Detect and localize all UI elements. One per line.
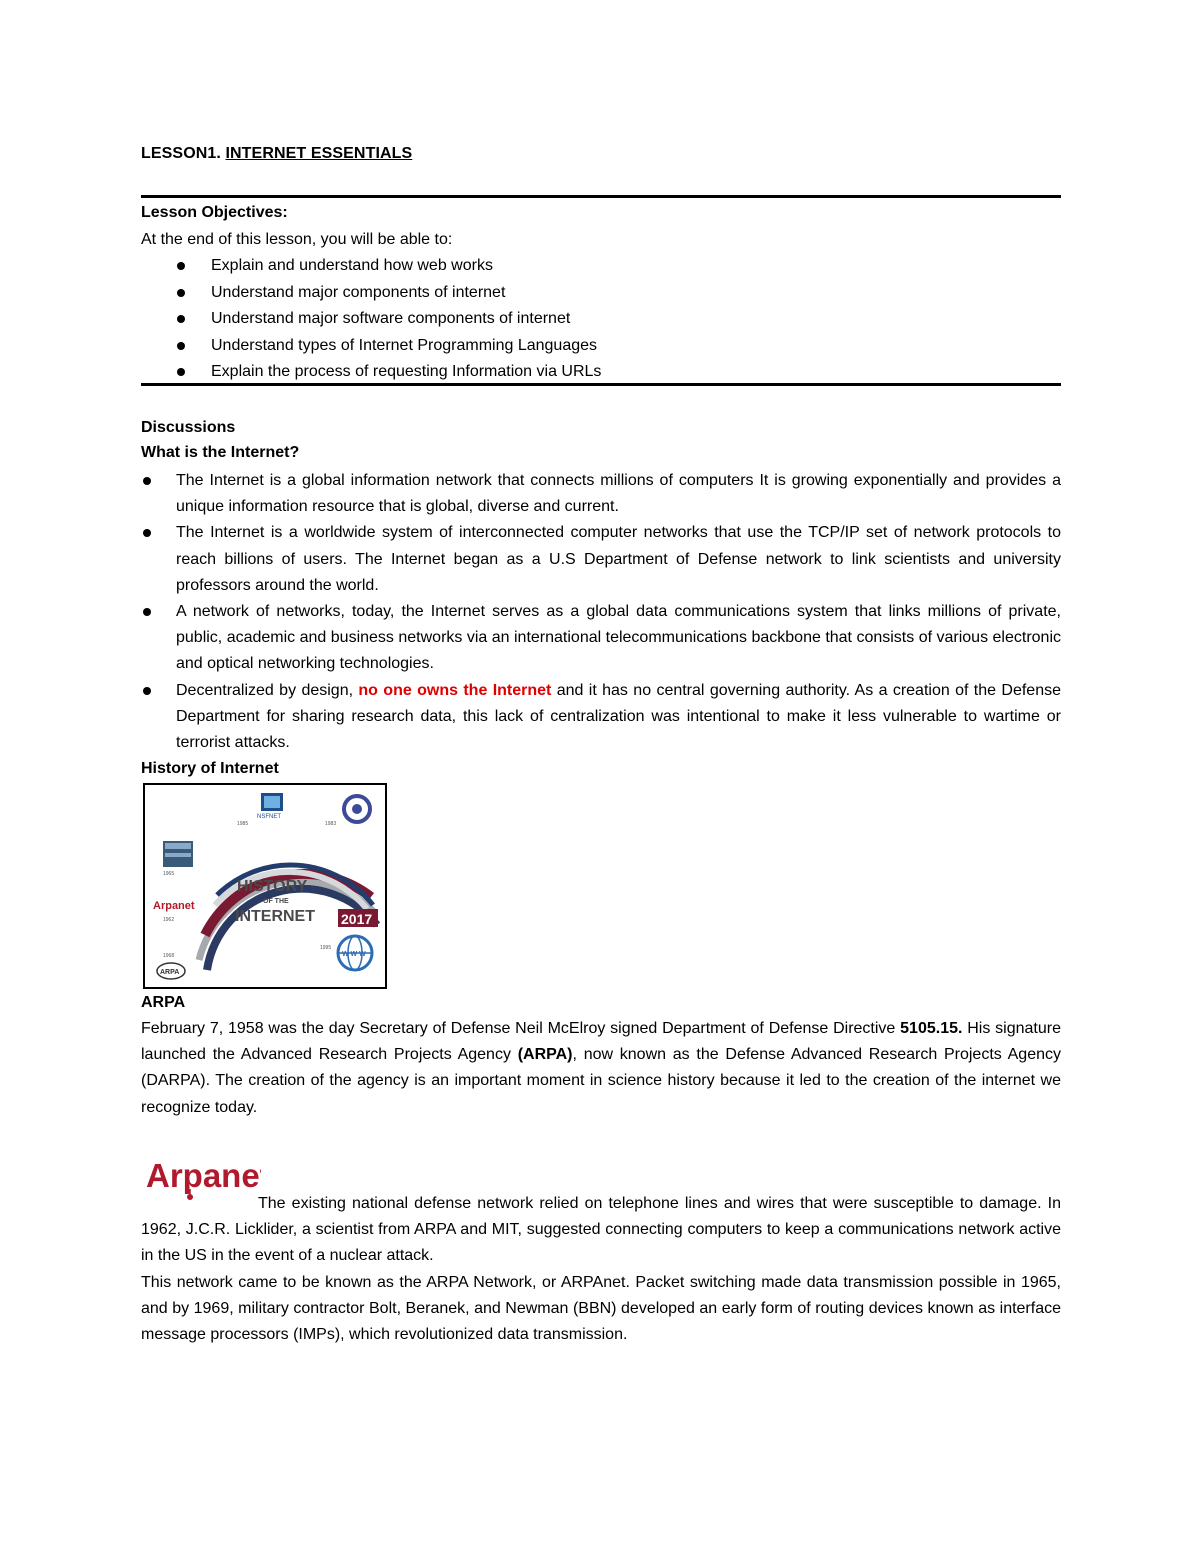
history-heading: History of Internet <box>141 760 279 777</box>
bullet-icon <box>177 368 185 376</box>
arpa-label: ARPA <box>160 969 180 976</box>
bullet-icon <box>143 529 151 537</box>
list-item: Understand major components of internet <box>141 282 601 309</box>
list-item: Understand major software components of internet <box>141 308 601 335</box>
nsfnet-label: NSFNET <box>257 814 281 820</box>
svg-text:1965: 1965 <box>163 871 175 877</box>
arpanet-label: Arpanet <box>153 900 195 912</box>
svg-text:1985: 1985 <box>237 821 249 827</box>
list-item: Explain the process of requesting Information via URLs <box>141 361 601 388</box>
bullet-icon <box>143 608 151 616</box>
list-item: Decentralized by design, no one owns the Internet and it has no central governing authority. As a creation of the Defense Department for sharing research data, this lack of centralization was intentional to make it less vulnerable to wartime or terrorist attacks. <box>141 678 1061 757</box>
list-item: The Internet is a global information network that connects millions of computers It is growing exponentially and provides a unique information resource that is global, diverse and current. <box>141 468 1061 520</box>
bullet-icon <box>143 687 151 695</box>
lesson-number: LESSON1. <box>141 145 221 162</box>
objectives-list <box>141 255 601 388</box>
top-rule <box>141 195 1061 198</box>
arpa-heading: ARPA <box>141 994 186 1011</box>
bullet-icon <box>143 477 151 485</box>
objectives-intro: At the end of this lesson, you will be able to: <box>141 231 453 248</box>
arpanet-paragraph-1: The existing national defense network relied on telephone lines and wires that were susceptible to damage. In 1962, J.C.R. Licklider, a scientist from ARPA and MIT, suggested connecting computers to keep a communications network active in the US in the event of a nuclear attack. <box>141 1195 1061 1265</box>
list-item: A network of networks, today, the Internet serves as a global data communications system that links millions of private, public, academic and business networks via an international telecommunications backbone that consists of various electronic and optical networking technologies. <box>141 599 1061 678</box>
bullet-icon <box>177 315 185 323</box>
lesson-name: INTERNET ESSENTIALS <box>225 145 413 162</box>
svg-text:Arpanet: Arpanet <box>146 1157 261 1194</box>
www-label: W W W <box>342 951 366 958</box>
bullet-icon <box>177 289 185 297</box>
svg-text:1962: 1962 <box>163 917 175 923</box>
internet-word: INTERNET <box>235 908 315 925</box>
svg-text:1995: 1995 <box>320 945 332 951</box>
objectives-heading: Lesson Objectives: <box>141 204 288 221</box>
arpa-paragraph: February 7, 1958 was the day Secretary of Defense Neil McElroy signed Department of Defense Directive 5105.15. His signature launched the Advanced Research Projects Agency (ARPA), now known as the Defense Advanced Research Projects Agency (DARPA). The creation of the agency is an important moment in science history because it led to the creation of the internet we recognize today. <box>141 1020 1061 1116</box>
history-word: HISTORY <box>237 878 308 895</box>
discussion-list <box>141 468 1061 756</box>
bullet-icon <box>177 262 185 270</box>
highlighted-phrase: no one owns the Internet <box>358 681 552 699</box>
bullet-icon <box>177 342 185 350</box>
arpanet-paragraph-2: This network came to be known as the ARPA Network, or ARPAnet. Packet switching made data transmission possible in 1965, and by 1969, military contractor Bolt, Beranek, and Newman (BBN) developed an early form of routing devices known as interface message processors (IMPs), which revolutionized data transmission. <box>141 1274 1061 1344</box>
bottom-rule <box>141 383 1061 386</box>
list-item: Explain and understand how web works <box>141 255 601 282</box>
of-the-word: OF THE <box>263 898 289 905</box>
history-of-internet-image <box>143 783 387 989</box>
svg-text:1983: 1983 <box>325 821 337 827</box>
lesson-title <box>141 145 412 163</box>
list-item: The Internet is a worldwide system of interconnected computer networks that use the TCP/IP set of network protocols to reach billions of users. The Internet began as a U.S Department of Defense network to link scientists and university professors around the world. <box>141 520 1061 599</box>
list-item: Understand types of Internet Programming Languages <box>141 335 601 362</box>
svg-text:1968: 1968 <box>163 953 175 959</box>
discussions-heading: Discussions <box>141 419 236 436</box>
what-is-internet-heading: What is the Internet? <box>141 444 300 461</box>
year-badge: 2017 <box>341 911 373 927</box>
